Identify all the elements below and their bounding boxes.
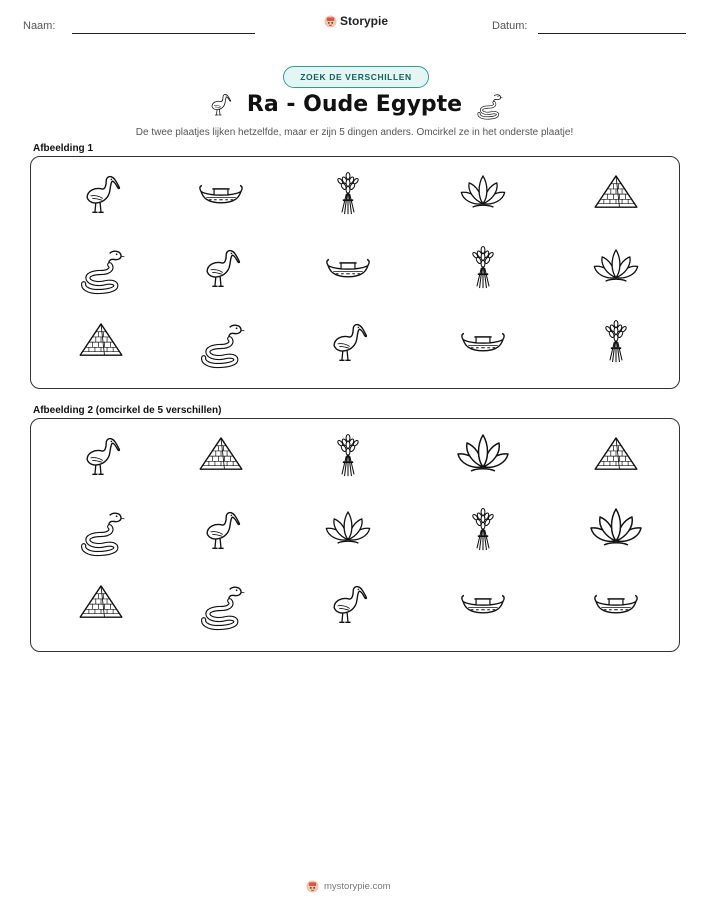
pyramid-icon [587, 169, 645, 221]
ibis-icon [319, 317, 377, 369]
picture-cell[interactable] [454, 505, 512, 557]
picture-cell [192, 317, 250, 369]
ibis-icon [192, 505, 250, 557]
picture-cell[interactable] [454, 579, 512, 631]
picture-cell[interactable] [448, 427, 518, 487]
lotus-icon [448, 427, 518, 487]
picture-cell[interactable] [319, 579, 377, 631]
snake-icon [192, 317, 250, 369]
picture-1-label: Afbeelding 1 [33, 143, 94, 154]
pyramid-icon [192, 431, 250, 483]
picture-cell [587, 169, 645, 221]
picture-cell [192, 243, 250, 295]
picture-2-label: Afbeelding 2 (omcirkel de 5 verschillen) [33, 405, 222, 416]
picture-cell[interactable] [72, 505, 130, 557]
picture-cell[interactable] [587, 579, 645, 631]
wheat-icon [319, 169, 377, 221]
pyramid-icon [587, 431, 645, 483]
picture-cell [587, 317, 645, 369]
wheat-icon [587, 317, 645, 369]
brand [324, 14, 388, 28]
snake-icon [72, 243, 130, 295]
pyramid-icon [72, 579, 130, 631]
picture-cell[interactable] [72, 431, 130, 483]
boat-icon [454, 317, 512, 369]
picture-cell[interactable] [192, 579, 250, 631]
picture-cell[interactable] [587, 431, 645, 483]
picture-cell [319, 243, 377, 295]
name-label: Naam: [23, 20, 56, 32]
wheat-icon [454, 505, 512, 557]
boat-icon [587, 579, 645, 631]
picture-cell [319, 169, 377, 221]
ibis-icon [319, 579, 377, 631]
boat-icon [192, 169, 250, 221]
footer [306, 880, 391, 893]
footer-url: mystorypie.com [324, 881, 391, 892]
picture-cell [454, 317, 512, 369]
picture-2-panel[interactable] [30, 418, 680, 652]
picture-cell [72, 169, 130, 221]
instructions: De twee plaatjes lijken hetzelfde, maar er zijn 5 dingen anders. Omcirkel ze in het onderste plaatje! [135, 127, 574, 138]
picture-cell[interactable] [72, 579, 130, 631]
picture-1-panel [30, 156, 680, 389]
picture-cell[interactable] [192, 505, 250, 557]
picture-cell[interactable] [192, 431, 250, 483]
ibis-icon [72, 431, 130, 483]
page-title: Ra - Oude Egypte [246, 92, 463, 117]
pyramid-icon [72, 317, 130, 369]
worksheet-type-badge: ZOEK DE VERSCHILLEN [283, 66, 429, 88]
lotus-icon [319, 505, 377, 557]
storypie-logo-icon [324, 15, 337, 28]
snake-icon [72, 505, 130, 557]
boat-icon [319, 243, 377, 295]
storypie-logo-icon [306, 880, 319, 893]
picture-cell[interactable] [581, 501, 651, 561]
name-line [72, 33, 255, 34]
snake-icon [474, 90, 504, 120]
lotus-icon [581, 501, 651, 561]
boat-icon [454, 579, 512, 631]
picture-cell [454, 169, 512, 221]
ibis-icon [72, 169, 130, 221]
lotus-icon [587, 243, 645, 295]
picture-cell[interactable] [319, 505, 377, 557]
picture-cell [72, 317, 130, 369]
brand-name: Storypie [340, 14, 389, 28]
picture-cell [319, 317, 377, 369]
lotus-icon [454, 169, 512, 221]
snake-icon [192, 579, 250, 631]
date-label: Datum: [492, 20, 528, 32]
date-line [538, 33, 686, 34]
ibis-icon [192, 243, 250, 295]
picture-cell [72, 243, 130, 295]
picture-cell [587, 243, 645, 295]
picture-cell [192, 169, 250, 221]
picture-cell[interactable] [319, 431, 377, 483]
wheat-icon [454, 243, 512, 295]
picture-cell [454, 243, 512, 295]
wheat-icon [319, 431, 377, 483]
